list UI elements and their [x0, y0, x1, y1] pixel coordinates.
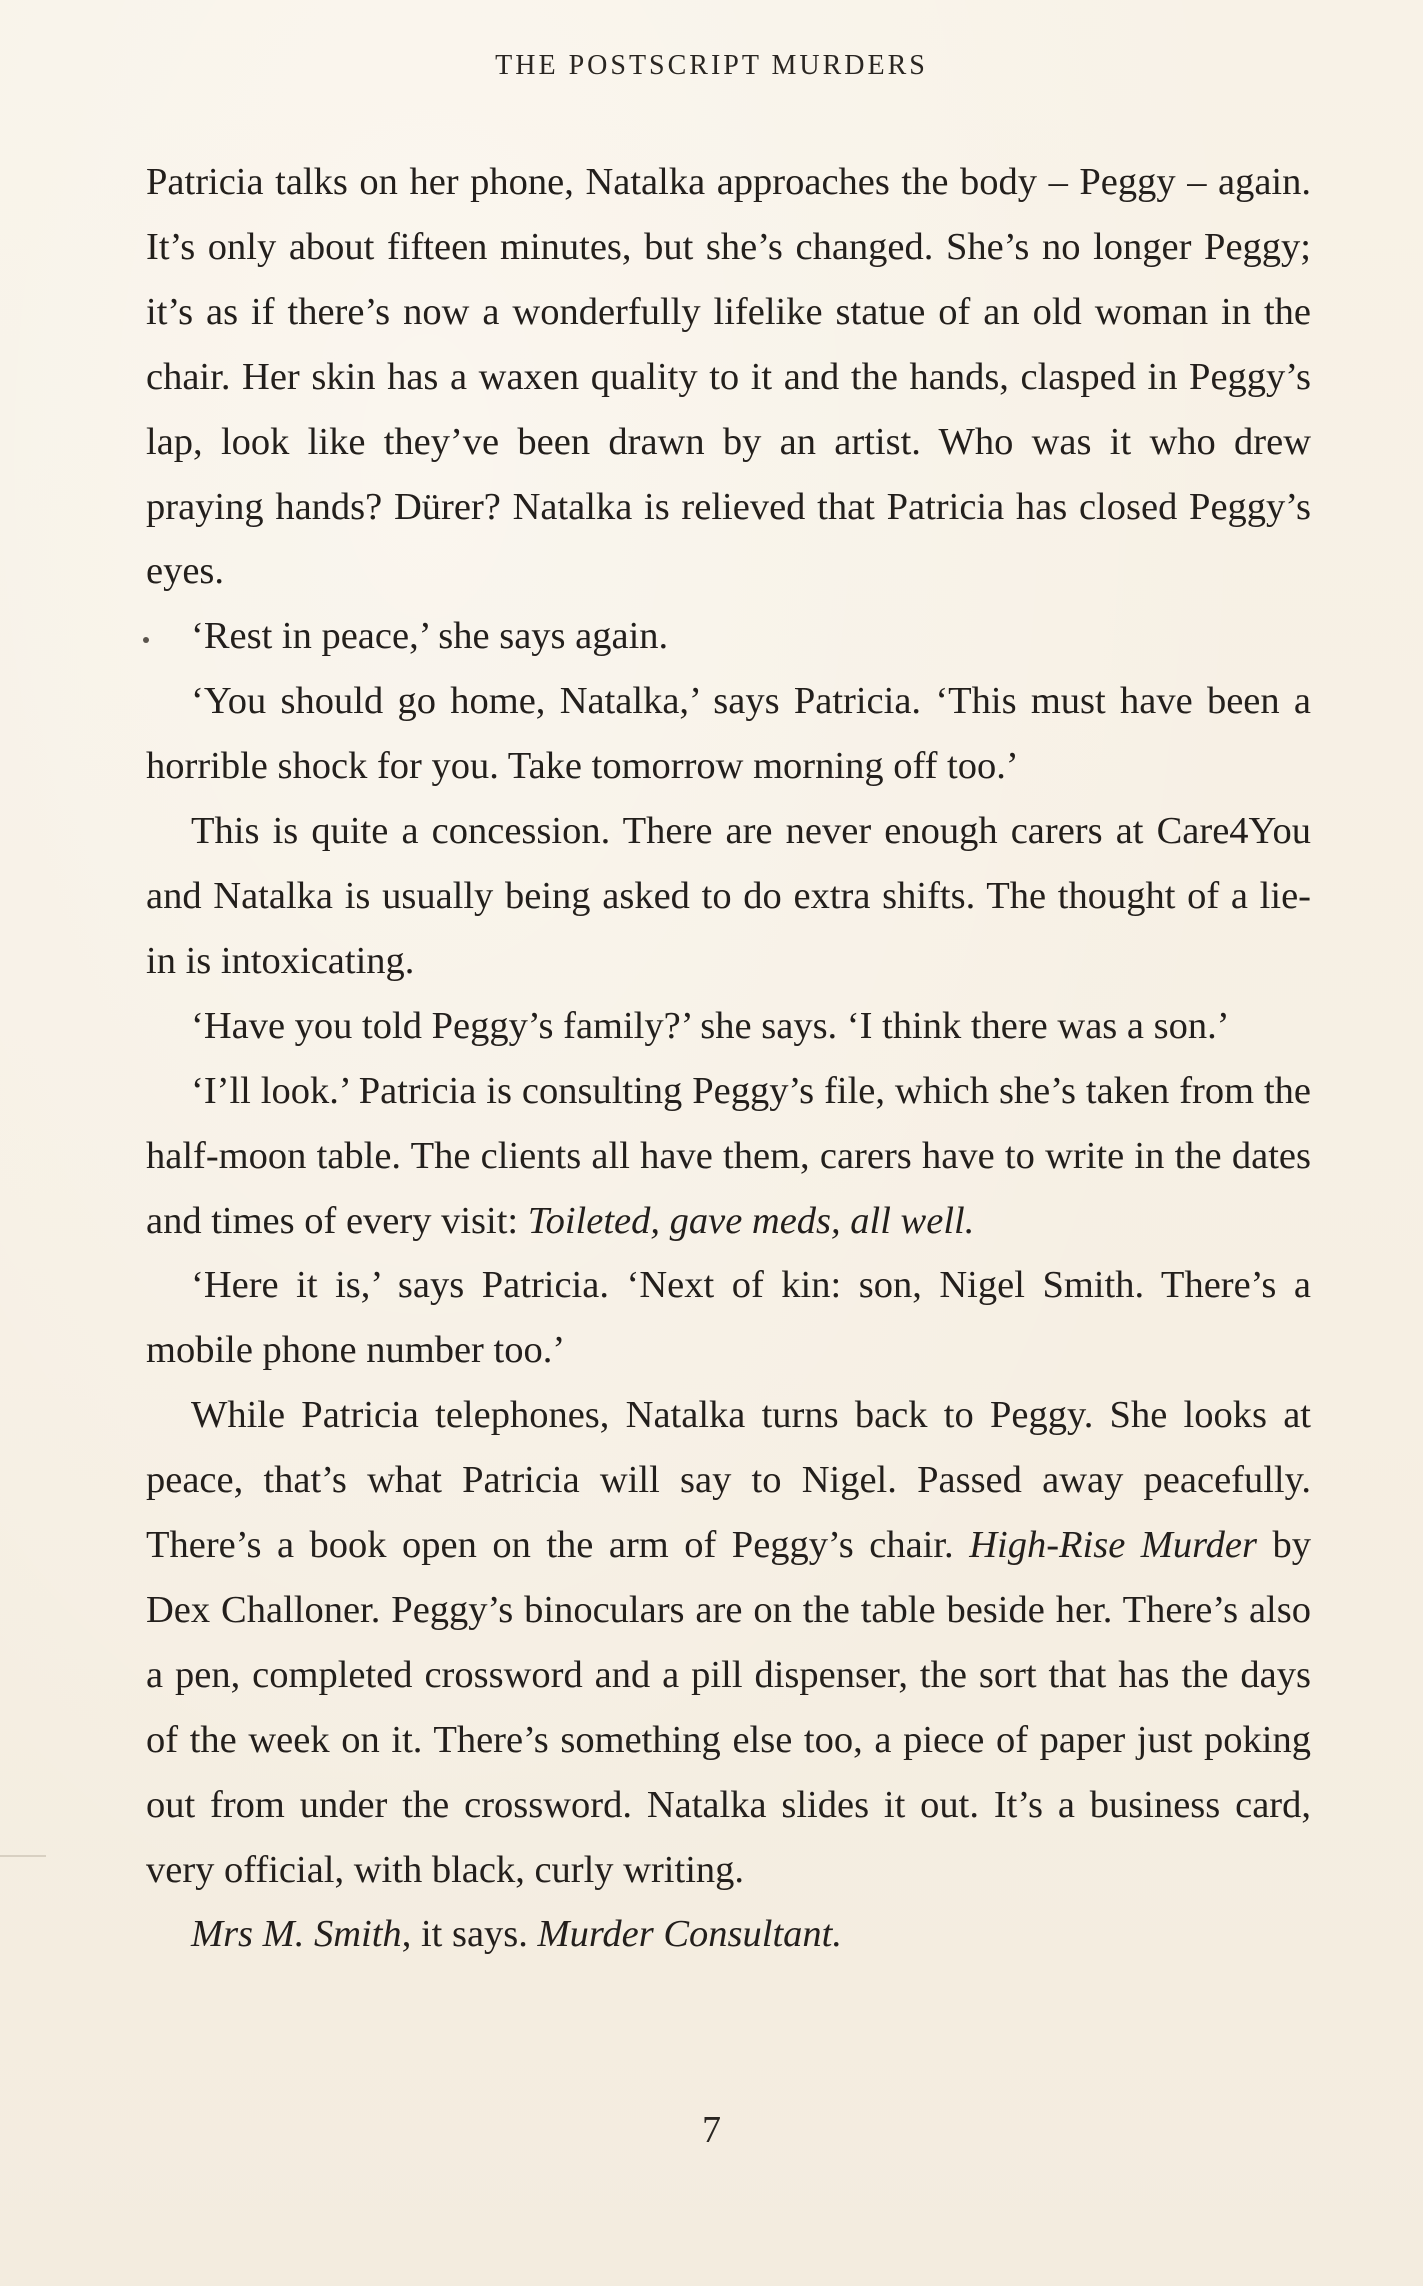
paragraph	[146, 1253, 1311, 1383]
italic-text: High-Rise Murder	[969, 1524, 1257, 1567]
paragraph	[146, 994, 1311, 1059]
paragraph	[146, 1902, 1311, 1967]
text-run: ‘Have you told Peggy’s family?’ she says. ‘I think there was a son.’	[191, 1004, 1230, 1047]
text-run: , it says.	[401, 1913, 538, 1956]
text-run: ‘I’ll look.’ Patricia is consulting Peggy’s file, which she’s taken from the half-moon table. The clients all have them, carers have to write in the dates and times of every visit:	[146, 1069, 1311, 1242]
text-run: Patricia talks on her phone, Natalka approaches the body – Peggy – again. It’s only about fifteen minutes, but she’s changed. She’s no longer Peggy; it’s as if there’s now a wonderfully lifelike statue of an old woman in the chair. Her skin has a waxen quality to it and the hands, clasped in Peggy’s lap, look like they’ve been drawn by an artist. Who was it who drew praying hands? Dürer? Natalka is relieved that Patricia has closed Peggy’s eyes.	[146, 161, 1311, 593]
text-run: by Dex Challoner. Peggy’s binoculars are on the table beside her. There’s also a pen, completed crossword and a pill dispenser, the sort that has the days of the week on it. There’s something else too, a piece of paper just poking out from under the crossword. Natalka slides it out. It’s a business card, very official, with black, curly writing.	[146, 1524, 1311, 1891]
edge-mark	[0, 1855, 46, 1857]
paragraph	[146, 604, 1311, 669]
paragraph	[146, 150, 1311, 604]
italic-text: Toileted, gave meds, all well.	[527, 1199, 975, 1242]
paragraph	[146, 669, 1311, 799]
italic-text: Mrs M. Smith	[191, 1913, 402, 1956]
text-run: ‘Here it is,’ says Patricia. ‘Next of kin: son, Nigel Smith. There’s a mobile phone number too.’	[146, 1264, 1311, 1372]
body-text	[146, 150, 1311, 1967]
ink-speck	[143, 637, 149, 643]
paragraph	[146, 1383, 1311, 1902]
paragraph	[146, 799, 1311, 994]
text-run: While Patricia telephones, Natalka turns back to Peggy. She looks at peace, that’s what Patricia will say to Nigel. Passed away peacefully. There’s a book open on the arm of Peggy’s chair.	[146, 1394, 1311, 1567]
text-run: ‘Rest in peace,’ she says again.	[191, 615, 669, 658]
paragraph	[146, 1059, 1311, 1254]
page-number: 7	[702, 2109, 721, 2151]
italic-text: Murder Consultant.	[537, 1913, 842, 1956]
running-head: THE POSTSCRIPT MURDERS	[495, 50, 928, 81]
text-run: This is quite a concession. There are never enough carers at Care4You and Natalka is usually being asked to do extra shifts. The thought of a lie-in is intoxicating.	[146, 810, 1311, 982]
text-run: ‘You should go home, Natalka,’ says Patricia. ‘This must have been a horrible shock for you. Take tomorrow morning off too.’	[146, 680, 1311, 788]
